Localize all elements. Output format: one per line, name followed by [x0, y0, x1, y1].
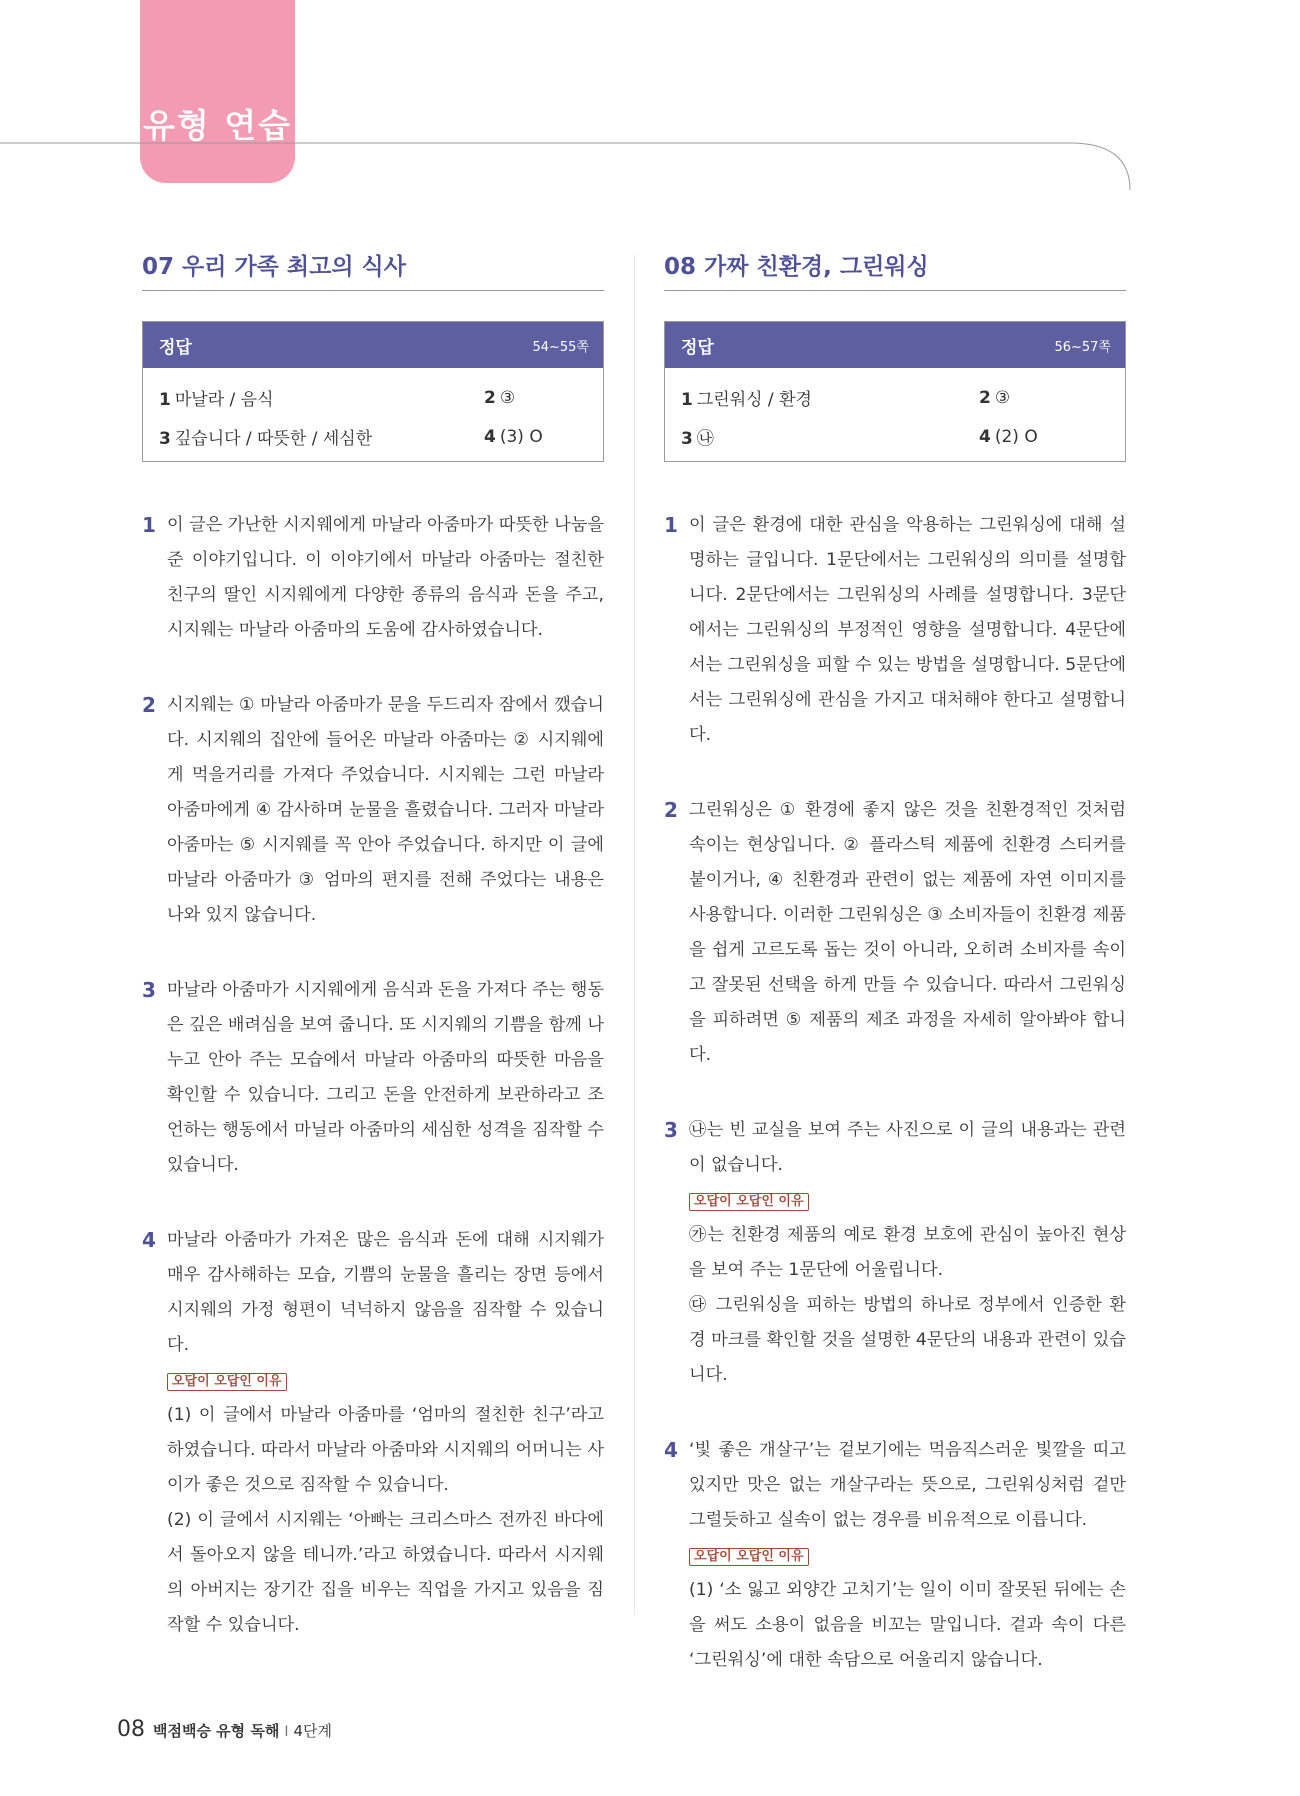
item-text: 마날라 아줌마가 가져온 많은 음식과 돈에 대해 시지웨가 매우 감사해하는 모습, 기쁨의 눈물을 흘리는 장면 등에서 시지웨의 가정 형편이 넉넉하지 않음을 짐작할 수 있습니다.	[167, 1230, 604, 1355]
explanation-item	[142, 973, 604, 1183]
answer-number: 4	[979, 426, 991, 447]
explanation-item	[664, 1433, 1126, 1678]
answer-header	[665, 322, 1125, 368]
explanation-item	[142, 688, 604, 933]
answer-pages: 54~55쪽	[532, 339, 589, 355]
item-text: ‘빛 좋은 개살구’는 겉보기에는 먹음직스러운 빛깔을 띠고 있지만 맛은 없는 개살구라는 뜻으로, 그린워싱처럼 겉만 그럴듯하고 실속이 없는 경우를 비유적으로 이릅니다.	[689, 1440, 1126, 1530]
answer-value: ③	[499, 387, 516, 408]
book-title: 백점백승 유형 독해	[153, 1722, 280, 1740]
footer-separator: I	[284, 1724, 289, 1740]
wrong-answer-badge: 오답이 오답인 이유	[689, 1193, 809, 1211]
wrong-answer-badge: 오답이 오답인 이유	[167, 1373, 287, 1391]
explanation-item	[664, 508, 1126, 753]
answer-label: 정답	[159, 337, 192, 358]
left-column	[142, 252, 604, 1683]
explanation-item	[142, 1223, 604, 1643]
answer-value: 그린워싱 / 환경	[696, 390, 812, 410]
item-text: 이 글은 환경에 대한 관심을 악용하는 그린워싱에 대해 설명하는 글입니다. 1문단에서는 그린워싱의 의미를 설명합니다. 2문단에서는 그린워싱의 사례를 설명합니다. 3문단에서는 그린워싱의 부정적인 영향을 설명합니다. 4문단에서는 그린워싱을 피할 수 있는 방법을 설명합니다. 5문단에서는 그린워싱에 관심을 가지고 대처해야 한다고 설명합니다.	[689, 515, 1126, 745]
item-number: 1	[142, 513, 156, 537]
answer-row	[681, 378, 1109, 417]
column-divider	[634, 255, 635, 1615]
item-note: ㉰ 그린워싱을 피하는 방법의 하나로 정부에서 인증한 환경 마크를 확인할 것을 설명한 4문단의 내용과 관련이 있습니다.	[689, 1295, 1126, 1385]
answer-number: 1	[159, 390, 171, 410]
section-rule	[142, 290, 604, 291]
answer-row	[159, 378, 587, 417]
item-text: ㉯는 빈 교실을 보여 주는 사진으로 이 글의 내용과는 관련이 없습니다.	[689, 1120, 1126, 1175]
tab-title: 유형 연습	[142, 106, 292, 145]
item-number: 2	[664, 798, 678, 822]
item-note: (1) ‘소 잃고 외양간 고치기’는 일이 이미 잘못된 뒤에는 손을 써도 소용이 없음을 비꼬는 말입니다. 겉과 속이 다른 ‘그린워싱’에 대한 속담으로 어울리지 않습니다.	[689, 1580, 1126, 1670]
item-number: 3	[142, 978, 156, 1002]
explanation-item	[664, 1113, 1126, 1393]
item-number: 2	[142, 693, 156, 717]
explanation-item	[664, 793, 1126, 1073]
answer-number: 3	[681, 429, 693, 449]
answer-number: 1	[681, 390, 693, 410]
answer-value: ③	[994, 387, 1011, 408]
answer-value: ㉯	[696, 429, 714, 449]
item-note: (2) 이 글에서 시지웨는 ‘아빠는 크리스마스 전까진 바다에서 돌아오지 않을 테니까.’라고 하였습니다. 따라서 시지웨의 아버지는 장기간 집을 비우는 직업을 가지고 있음을 짐작할 수 있습니다.	[167, 1510, 604, 1635]
book-level: 4단계	[293, 1722, 333, 1740]
answer-pages: 56~57쪽	[1054, 339, 1111, 355]
answer-number: 3	[159, 429, 171, 449]
item-text: 그린워싱은 ① 환경에 좋지 않은 것을 친환경적인 것처럼 속이는 현상입니다. ② 플라스틱 제품에 친환경 스티커를 붙이거나, ④ 친환경과 관련이 없는 제품에 자연 이미지를 사용합니다. 이러한 그린워싱은 ③ 소비자들이 친환경 제품을 쉽게 고르도록 돕는 것이 아니라, 오히려 소비자를 속이고 잘못된 선택을 하게 만들 수 있습니다. 따라서 그린워싱을 피하려면 ⑤ 제품의 제조 과정을 자세히 알아봐야 합니다.	[689, 800, 1126, 1065]
item-number: 4	[664, 1438, 678, 1462]
page-number: 08	[117, 1717, 145, 1742]
item-number: 4	[142, 1228, 156, 1252]
item-note: ㉮는 친환경 제품의 예로 환경 보호에 관심이 높아진 현상을 보여 주는 1문단에 어울립니다.	[689, 1225, 1126, 1280]
section-title: 08 가짜 친환경, 그린워싱	[664, 254, 929, 280]
explanation-item	[142, 508, 604, 648]
section-title: 07 우리 가족 최고의 식사	[142, 254, 406, 280]
section-rule	[664, 290, 1126, 291]
item-number: 3	[664, 1118, 678, 1142]
item-text: 이 글은 가난한 시지웨에게 마날라 아줌마가 따뜻한 나눔을 준 이야기입니다. 이 이야기에서 마날라 아줌마는 절친한 친구의 딸인 시지웨에게 다양한 종류의 음식과 돈을 주고, 시지웨는 마날라 아줌마의 도움에 감사하였습니다.	[167, 515, 604, 640]
answer-row	[681, 417, 1109, 456]
answer-number: 4	[484, 426, 496, 447]
answer-box	[664, 321, 1126, 462]
wrong-answer-badge: 오답이 오답인 이유	[689, 1548, 809, 1566]
item-text: 시지웨는 ① 마날라 아줌마가 문을 두드리자 잠에서 깼습니다. 시지웨의 집안에 들어온 마날라 아줌마는 ② 시지웨에게 먹을거리를 가져다 주었습니다. 시지웨는 그런 마날라 아줌마에게 ④ 감사하며 눈물을 흘렸습니다. 그러자 마날라 아줌마는 ⑤ 시지웨를 꼭 안아 주었습니다. 하지만 이 글에 마날라 아줌마가 ③ 엄마의 편지를 전해 주었다는 내용은 나와 있지 않습니다.	[167, 695, 604, 925]
page-footer	[117, 1717, 332, 1742]
item-text: 마날라 아줌마가 시지웨에게 음식과 돈을 가져다 주는 행동은 깊은 배려심을 보여 줍니다. 또 시지웨의 기쁨을 함께 나누고 안아 주는 모습에서 마날라 아줌마의 따뜻한 마음을 확인할 수 있습니다. 그리고 돈을 안전하게 보관하라고 조언하는 행동에서 마닐라 아줌마의 세심한 성격을 짐작할 수 있습니다.	[167, 980, 604, 1175]
answer-label: 정답	[681, 337, 714, 358]
item-number: 1	[664, 513, 678, 537]
item-note: (1) 이 글에서 마날라 아줌마를 ‘엄마의 절친한 친구’라고 하였습니다. 따라서 마날라 아줌마와 시지웨의 어머니는 사이가 좋은 것으로 짐작할 수 있습니다.	[167, 1405, 604, 1495]
answer-row	[159, 417, 587, 456]
answer-header	[143, 322, 603, 368]
answer-box	[142, 321, 604, 462]
answer-value: 마날라 / 음식	[174, 390, 274, 410]
header-rule	[0, 130, 1300, 190]
right-column	[664, 252, 1126, 1718]
answer-value: 깊습니다 / 따뜻한 / 세심한	[174, 429, 373, 449]
answer-value: (3) O	[499, 426, 543, 447]
answer-number: 2	[979, 387, 991, 408]
answer-number: 2	[484, 387, 496, 408]
answer-value: (2) O	[994, 426, 1038, 447]
